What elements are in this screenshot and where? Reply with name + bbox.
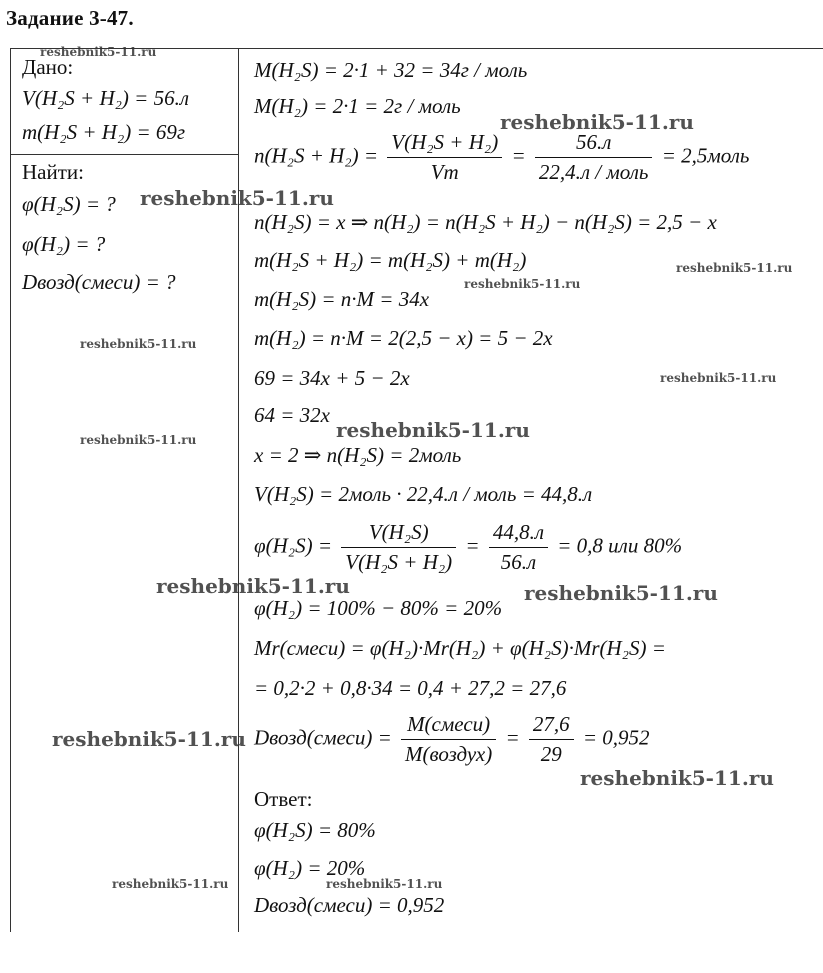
sol-line-3-frac-2-num: 56.л xyxy=(535,130,653,158)
sol-line-12-frac-1 xyxy=(341,520,456,575)
sol-line-3-lhs: n(H₂S + H₂) = xyxy=(254,143,379,168)
answer-phi-h2: φ(H₂) = 20% xyxy=(254,856,366,880)
watermark: reshebnik5-11.ru xyxy=(80,337,197,351)
sol-line-16-frac-1-den: M(воздух) xyxy=(405,742,493,766)
sol-line-12-frac-1-den: V(H₂S + H₂) xyxy=(345,550,453,574)
sol-line-3 xyxy=(254,130,749,185)
watermark: reshebnik5-11.ru xyxy=(326,877,443,891)
watermark: reshebnik5-11.ru xyxy=(500,110,694,134)
sol-line-16-rhs: = 0,952 xyxy=(582,725,650,750)
sol-line-6: m(H₂S) = n·M = 34x xyxy=(254,287,430,311)
sol-line-12-frac-2 xyxy=(489,520,548,575)
sol-line-13: φ(H₂) = 100% − 80% = 20% xyxy=(254,596,503,620)
watermark: reshebnik5-11.ru xyxy=(52,727,246,751)
answer-density: Dвозд(смеси) = 0,952 xyxy=(254,893,445,917)
sol-line-16-lhs: Dвозд(смеси) = xyxy=(254,725,392,750)
watermark: reshebnik5-11.ru xyxy=(112,877,229,891)
sol-line-14: Mr(смеси) = φ(H₂)·Mr(H₂) + φ(H₂S)·Mr(H₂S) = xyxy=(254,636,666,660)
watermark: reshebnik5-11.ru xyxy=(524,581,718,605)
sol-line-12-eq: = xyxy=(465,533,480,558)
find-density: Dвозд(смеси) = ? xyxy=(22,270,176,294)
watermark: reshebnik5-11.ru xyxy=(156,574,350,598)
watermark: reshebnik5-11.ru xyxy=(40,45,157,59)
sol-line-3-frac-1-den: Vm xyxy=(430,160,459,184)
sol-line-7: m(H₂) = n·M = 2(2,5 − x) = 5 − 2x xyxy=(254,326,553,350)
find-label: Найти: xyxy=(22,160,84,184)
watermark: reshebnik5-11.ru xyxy=(580,766,774,790)
watermark: reshebnik5-11.ru xyxy=(464,277,581,291)
sol-line-15: = 0,2·2 + 0,8·34 = 0,4 + 27,2 = 27,6 xyxy=(254,676,567,700)
sol-line-12-frac-2-num: 44,8.л xyxy=(489,520,548,548)
given-mass: m(H₂S + H₂) = 69г xyxy=(22,120,186,144)
sol-line-3-frac-1-num: V(H₂S + H₂) xyxy=(387,130,502,158)
given-volume: V(H₂S + H₂) = 56.л xyxy=(22,86,189,110)
sol-line-3-rhs: = 2,5моль xyxy=(661,143,750,168)
sol-line-12-lhs: φ(H₂S) = xyxy=(254,533,332,558)
find-phi-h2: φ(H₂) = ? xyxy=(22,232,106,256)
sol-line-16-frac-1 xyxy=(401,712,496,767)
sol-line-2: M(H₂) = 2·1 = 2г / моль xyxy=(254,94,461,118)
sol-line-12 xyxy=(254,520,682,575)
sol-line-12-frac-2-den: 56.л xyxy=(500,550,537,574)
sol-line-1: M(H₂S) = 2·1 + 32 = 34г / моль xyxy=(254,58,528,82)
sol-line-5: m(H₂S + H₂) = m(H₂S) + m(H₂) xyxy=(254,248,527,272)
sol-line-4: n(H₂S) = x ⇒ n(H₂) = n(H₂S + H₂) − n(H₂S) = 2,5 − x xyxy=(254,210,717,234)
sol-line-12-rhs: = 0,8 или 80% xyxy=(557,533,683,558)
answer-phi-h2s: φ(H₂S) = 80% xyxy=(254,818,376,842)
sol-line-12-frac-1-num: V(H₂S) xyxy=(341,520,456,548)
answer-label: Ответ: xyxy=(254,787,313,811)
watermark: reshebnik5-11.ru xyxy=(660,371,777,385)
sol-line-16-frac-2 xyxy=(529,712,574,767)
find-phi-h2s: φ(H₂S) = ? xyxy=(22,192,116,216)
watermark: reshebnik5-11.ru xyxy=(80,433,197,447)
sol-line-3-frac-1 xyxy=(387,130,502,185)
sol-line-16-frac-2-den: 29 xyxy=(540,742,562,766)
sol-line-3-eq: = xyxy=(511,143,526,168)
sol-line-16-frac-2-num: 27,6 xyxy=(529,712,574,740)
sol-line-8: 69 = 34x + 5 − 2x xyxy=(254,366,410,390)
sol-line-16-frac-1-num: M(смеси) xyxy=(401,712,496,740)
sol-line-16-eq: = xyxy=(505,725,520,750)
watermark: reshebnik5-11.ru xyxy=(336,418,530,442)
task-title: Задание 3-47. xyxy=(6,6,134,30)
sol-line-16 xyxy=(254,712,650,767)
sol-line-10: x = 2 ⇒ n(H₂S) = 2моль xyxy=(254,443,462,467)
sol-line-3-frac-2 xyxy=(535,130,653,185)
watermark: reshebnik5-11.ru xyxy=(676,261,793,275)
sol-line-11: V(H₂S) = 2моль · 22,4.л / моль = 44,8.л xyxy=(254,482,593,506)
sol-line-9: 64 = 32x xyxy=(254,403,330,427)
sol-line-3-frac-2-den: 22,4.л / моль xyxy=(538,160,649,184)
given-label: Дано: xyxy=(22,55,74,79)
watermark: reshebnik5-11.ru xyxy=(140,186,334,210)
